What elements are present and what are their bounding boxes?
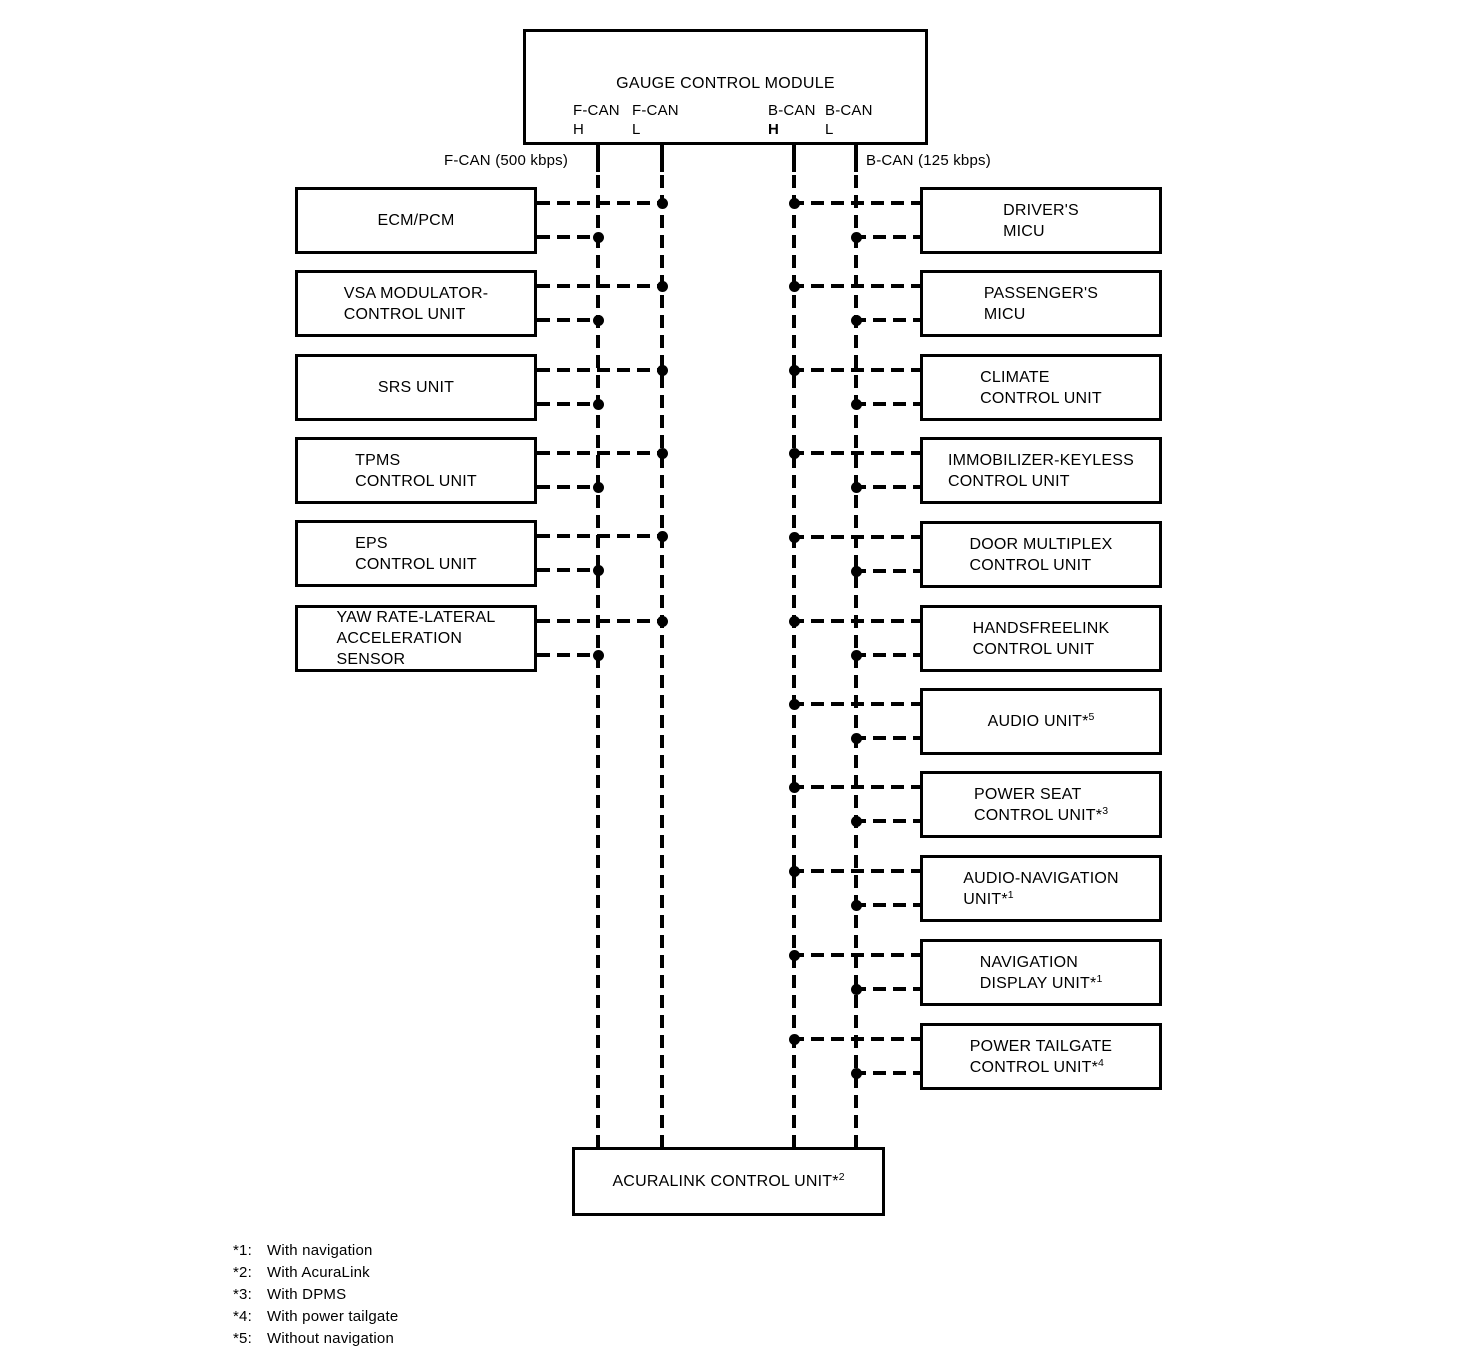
unit-label: ACURALINK CONTROL UNIT*$^2$	[612, 1171, 845, 1190]
junction-dot-driver-s-micu-b-can-l	[851, 232, 862, 243]
b-can-l-stub	[854, 145, 858, 172]
junction-dot-climate-control-unit-b-can-l	[851, 399, 862, 410]
footnote-ref: 5	[1088, 711, 1095, 723]
junction-dot-vsa-modulator-control-unit-f-can-h	[593, 315, 604, 326]
unit-box-door-multiplex-control-unit	[920, 521, 1162, 588]
connector-audio-unit-upper	[791, 702, 920, 706]
gauge-pin-f-can-h	[573, 101, 620, 139]
junction-dot-navigation-display-unit-b-can-l	[851, 984, 862, 995]
connector-yaw-rate-lateral-acceleration-sensor-upper	[537, 619, 665, 623]
acuralink-control-unit-box	[572, 1147, 885, 1216]
footnote-text: Without navigation	[267, 1330, 395, 1347]
pin-level: L	[825, 121, 834, 138]
gauge-pin-f-can-l	[632, 101, 679, 139]
junction-dot-door-multiplex-control-unit-b-can-h	[789, 532, 800, 543]
footnote-marker: *4:	[233, 1308, 252, 1325]
footnotes	[233, 1240, 398, 1350]
unit-label: HANDSFREELINK CONTROL UNIT	[972, 619, 1110, 658]
unit-label: VSA MODULATOR- CONTROL UNIT	[343, 284, 489, 323]
connector-ecm-pcm-lower	[537, 235, 601, 239]
unit-box-audio-unit	[920, 688, 1162, 755]
junction-dot-immobilizer-keyless-control-unit-b-can-l	[851, 482, 862, 493]
connector-passenger-s-micu-upper	[791, 284, 920, 288]
pin-level: H	[768, 121, 780, 138]
connector-immobilizer-keyless-control-unit-lower	[853, 485, 920, 489]
junction-dot-passenger-s-micu-b-can-l	[851, 315, 862, 326]
pin-bus-name: B-CAN	[825, 102, 873, 119]
footnote-ref: 3	[1102, 804, 1109, 817]
unit-label: PASSENGER'S MICU	[983, 284, 1099, 323]
footnote-marker: *1:	[233, 1242, 252, 1259]
junction-dot-navigation-display-unit-b-can-h	[789, 950, 800, 961]
connector-navigation-display-unit-lower	[853, 987, 920, 991]
unit-box-navigation-display-unit	[920, 939, 1162, 1006]
footnote-text: With navigation	[267, 1242, 373, 1259]
unit-box-power-seat-control-unit	[920, 771, 1162, 838]
f-can-l-bus-line	[660, 175, 664, 1147]
unit-label: TPMS CONTROL UNIT	[355, 451, 477, 490]
junction-dot-climate-control-unit-b-can-h	[789, 365, 800, 376]
junction-dot-yaw-rate-lateral-acceleration-sensor-f-can-h	[593, 650, 604, 661]
unit-box-climate-control-unit	[920, 354, 1162, 421]
footnote-4	[233, 1306, 398, 1328]
footnote-marker: *2:	[233, 1264, 252, 1281]
connector-door-multiplex-control-unit-lower	[853, 569, 920, 573]
connector-navigation-display-unit-upper	[791, 953, 920, 957]
unit-box-yaw-rate-lateral-acceleration-sensor	[295, 605, 537, 672]
unit-label: YAW RATE-LATERAL ACCELERATION SENSOR	[336, 609, 496, 668]
connector-yaw-rate-lateral-acceleration-sensor-lower	[537, 653, 601, 657]
junction-dot-power-seat-control-unit-b-can-l	[851, 816, 862, 827]
junction-dot-handsfreelink-control-unit-b-can-h	[789, 616, 800, 627]
footnote-2	[233, 1262, 398, 1284]
gauge-pin-b-can-h	[768, 101, 816, 139]
junction-dot-passenger-s-micu-b-can-h	[789, 281, 800, 292]
unit-box-handsfreelink-control-unit	[920, 605, 1162, 672]
connector-door-multiplex-control-unit-upper	[791, 535, 920, 539]
junction-dot-srs-unit-f-can-h	[593, 399, 604, 410]
connector-audio-navigation-unit-lower	[853, 903, 920, 907]
unit-label: IMMOBILIZER-KEYLESS CONTROL UNIT	[947, 451, 1135, 490]
connector-audio-unit-lower	[853, 736, 920, 740]
pin-level: H	[573, 121, 585, 138]
unit-label: DRIVER'S MICU	[1003, 201, 1079, 240]
footnote-text: With DPMS	[267, 1286, 347, 1303]
connector-driver-s-micu-upper	[791, 201, 920, 205]
connector-eps-control-unit-upper	[537, 534, 665, 538]
junction-dot-tpms-control-unit-f-can-l	[657, 448, 668, 459]
junction-dot-audio-navigation-unit-b-can-h	[789, 866, 800, 877]
unit-box-audio-navigation-unit	[920, 855, 1162, 922]
pin-bus-name: B-CAN	[768, 102, 816, 119]
junction-dot-ecm-pcm-f-can-h	[593, 232, 604, 243]
connector-vsa-modulator-control-unit-lower	[537, 318, 601, 322]
connector-handsfreelink-control-unit-upper	[791, 619, 920, 623]
unit-label: AUDIO-NAVIGATION UNIT*$^1$	[963, 869, 1119, 908]
unit-label: CLIMATE CONTROL UNIT	[980, 368, 1102, 407]
connector-handsfreelink-control-unit-lower	[853, 653, 920, 657]
junction-dot-eps-control-unit-f-can-h	[593, 565, 604, 576]
footnote-ref: 4	[1098, 1056, 1104, 1069]
junction-dot-immobilizer-keyless-control-unit-b-can-h	[789, 448, 800, 459]
unit-label: AUDIO UNIT*$^5$	[987, 711, 1095, 730]
junction-dot-eps-control-unit-f-can-l	[657, 531, 668, 542]
unit-label: NAVIGATION DISPLAY UNIT*$^1$	[979, 953, 1103, 992]
junction-dot-power-tailgate-control-unit-b-can-h	[789, 1034, 800, 1045]
unit-label: DOOR MULTIPLEX CONTROL UNIT	[969, 535, 1113, 574]
unit-box-vsa-modulator-control-unit	[295, 270, 537, 337]
unit-label: SRS UNIT	[377, 379, 455, 396]
connector-climate-control-unit-lower	[853, 402, 920, 406]
junction-dot-power-seat-control-unit-b-can-h	[789, 782, 800, 793]
unit-label: EPS CONTROL UNIT	[355, 534, 477, 573]
connector-power-seat-control-unit-lower	[853, 819, 920, 823]
footnote-ref: 2	[838, 1171, 845, 1183]
connector-climate-control-unit-upper	[791, 368, 920, 372]
pin-bus-name: F-CAN	[573, 102, 620, 119]
connector-audio-navigation-unit-upper	[791, 869, 920, 873]
footnote-5	[233, 1328, 398, 1350]
footnote-text: With AcuraLink	[267, 1264, 370, 1281]
connector-vsa-modulator-control-unit-upper	[537, 284, 665, 288]
footnote-ref: 1	[1007, 888, 1014, 901]
junction-dot-audio-unit-b-can-l	[851, 733, 862, 744]
unit-label: POWER SEAT CONTROL UNIT*$^3$	[973, 785, 1109, 824]
b-can-h-bus-line	[792, 175, 796, 1147]
unit-box-driver-s-micu	[920, 187, 1162, 254]
connector-power-seat-control-unit-upper	[791, 785, 920, 789]
junction-dot-audio-navigation-unit-b-can-l	[851, 900, 862, 911]
junction-dot-vsa-modulator-control-unit-f-can-l	[657, 281, 668, 292]
f-can-l-stub	[660, 145, 664, 172]
junction-dot-ecm-pcm-f-can-l	[657, 198, 668, 209]
connector-power-tailgate-control-unit-upper	[791, 1037, 920, 1041]
f-can-h-stub	[596, 145, 600, 172]
unit-label: POWER TAILGATE CONTROL UNIT*$^4$	[969, 1037, 1113, 1076]
connector-driver-s-micu-lower	[853, 235, 920, 239]
unit-box-eps-control-unit	[295, 520, 537, 587]
gauge-control-module-title: GAUGE CONTROL MODULE	[616, 75, 835, 92]
unit-box-srs-unit	[295, 354, 537, 421]
junction-dot-door-multiplex-control-unit-b-can-l	[851, 566, 862, 577]
footnote-1	[233, 1240, 398, 1262]
footnote-3	[233, 1284, 398, 1306]
junction-dot-handsfreelink-control-unit-b-can-l	[851, 650, 862, 661]
b-can-h-stub	[792, 145, 796, 172]
connector-power-tailgate-control-unit-lower	[853, 1071, 920, 1075]
footnote-marker: *3:	[233, 1286, 252, 1303]
pin-level: L	[632, 121, 641, 138]
connector-eps-control-unit-lower	[537, 568, 601, 572]
connector-passenger-s-micu-lower	[853, 318, 920, 322]
unit-box-passenger-s-micu	[920, 270, 1162, 337]
junction-dot-tpms-control-unit-f-can-h	[593, 482, 604, 493]
junction-dot-yaw-rate-lateral-acceleration-sensor-f-can-l	[657, 616, 668, 627]
footnote-marker: *5:	[233, 1330, 252, 1347]
connector-tpms-control-unit-lower	[537, 485, 601, 489]
connector-tpms-control-unit-upper	[537, 451, 665, 455]
unit-box-power-tailgate-control-unit	[920, 1023, 1162, 1090]
unit-label: ECM/PCM	[377, 212, 455, 229]
junction-dot-driver-s-micu-b-can-h	[789, 198, 800, 209]
connector-immobilizer-keyless-control-unit-upper	[791, 451, 920, 455]
f-can-bus-label: F-CAN (500 kbps)	[444, 152, 569, 169]
junction-dot-power-tailgate-control-unit-b-can-l	[851, 1068, 862, 1079]
b-can-bus-label: B-CAN (125 kbps)	[866, 152, 991, 169]
connector-ecm-pcm-upper	[537, 201, 665, 205]
pin-bus-name: F-CAN	[632, 102, 679, 119]
footnote-text: With power tailgate	[267, 1308, 399, 1325]
junction-dot-audio-unit-b-can-h	[789, 699, 800, 710]
footnote-ref: 1	[1096, 972, 1103, 985]
unit-box-tpms-control-unit	[295, 437, 537, 504]
unit-box-immobilizer-keyless-control-unit	[920, 437, 1162, 504]
connector-srs-unit-lower	[537, 402, 601, 406]
junction-dot-srs-unit-f-can-l	[657, 365, 668, 376]
gauge-pin-b-can-l	[825, 101, 873, 139]
unit-box-ecm-pcm	[295, 187, 537, 254]
connector-srs-unit-upper	[537, 368, 665, 372]
